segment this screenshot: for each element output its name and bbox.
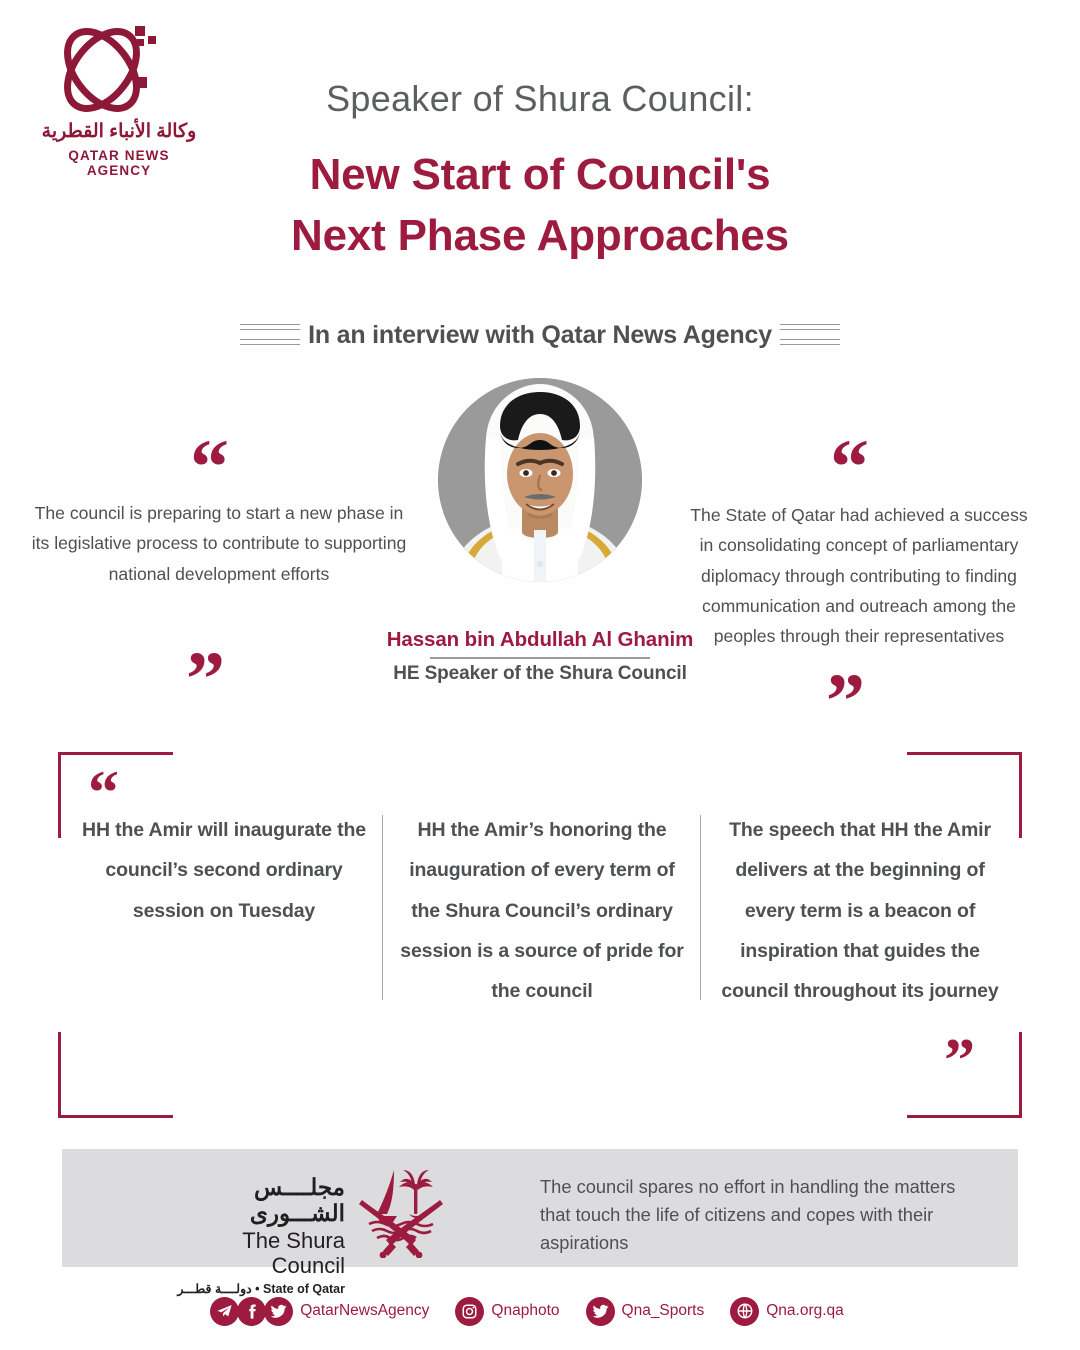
avatar [438, 378, 642, 582]
quote-block-right [684, 500, 1034, 651]
footer [0, 1140, 1080, 1350]
bracket-column-1-text: HH the Amir will inaugurate the council’s second ordinary session on Tuesday [82, 819, 366, 922]
person-name: Hassan bin Abdullah Al Ghanim [386, 628, 694, 651]
facebook-icon[interactable] [237, 1297, 266, 1326]
column-divider-2 [700, 815, 701, 1000]
shura-council-arabic-title: مجلــــس الشـــورى [249, 1174, 345, 1227]
qatar-emblem-icon [353, 1160, 449, 1258]
social-group-qnasports[interactable] [586, 1297, 731, 1326]
social-bar [0, 1286, 1080, 1336]
bracket-corner-bottom-left [58, 1032, 173, 1118]
subtitle-text: In an interview with Qatar News Agency [300, 321, 780, 349]
quote-open-icon-bracket: “ [88, 759, 119, 827]
quote-close-icon-left: ” [186, 635, 225, 722]
eyebrow-text: Speaker of Shura Council: [326, 78, 754, 119]
subtitle-text-row [0, 321, 1080, 350]
footer-quote-box [494, 1149, 1018, 1267]
qna-logo-arabic: وكالة الأنباء القطرية [41, 121, 197, 142]
quote-block-left [24, 498, 414, 589]
subtitle-banner [0, 313, 1080, 355]
bracket-column-3-text: The speech that HH the Amir delivers at the beginning of every term is a beacon of inspiration that guides the council throughout its journey [721, 819, 999, 1003]
qna-logo-english: QATAR NEWS AGENCY [68, 148, 170, 178]
quote-close-icon-bracket: ” [944, 1027, 975, 1095]
globe-icon[interactable] [730, 1297, 759, 1326]
social-group-qatarnewsagency[interactable] [210, 1297, 455, 1326]
person-title: HE Speaker of the Shura Council [393, 663, 687, 684]
telegram-icon[interactable] [210, 1297, 239, 1326]
bracket-quote-section [0, 740, 1080, 1130]
instagram-icon[interactable] [455, 1297, 484, 1326]
bracket-column-3 [712, 810, 1008, 1012]
column-divider-1 [382, 815, 383, 1000]
page-title [130, 145, 950, 266]
bracket-column-2-text: HH the Amir’s honoring the inauguration of every term of the Shura Council’s ordinary session is a source of pride for the council [400, 819, 684, 1003]
quote-open-icon-left: “ [190, 423, 229, 510]
twitter-icon[interactable] [264, 1297, 293, 1326]
quote-right-text: The State of Qatar had achieved a success in consolidating concept of parliamentary diplomacy through contributing to finding communication and outreach among the peoples through their representatives [690, 505, 1028, 646]
quote-close-icon-right: ” [826, 657, 865, 744]
quote-left-text: The council is preparing to start a new phase in its legislative process to contribute to supporting national development efforts [31, 503, 407, 584]
social-bar-inner [0, 1286, 1080, 1336]
headline-line-1: New Start of Council's [309, 150, 771, 199]
footer-quote-text: The council spares no effort in handling the matters that touch the life of citizens and copes with their aspirations [540, 1176, 956, 1254]
headline-line-2: Next Phase Approaches [291, 210, 789, 260]
avatar-circle [438, 378, 642, 582]
social-label-qnaphoto[interactable]: Qnaphoto [491, 1302, 560, 1319]
quote-open-icon-right: “ [830, 423, 869, 510]
shura-council-wordmark [165, 1174, 345, 1296]
header [0, 0, 1080, 349]
shura-council-logo [165, 1158, 445, 1297]
shura-council-subtitle: State of Qatar • دولــــة قطـــر [177, 1282, 345, 1297]
social-label-website[interactable]: Qna.org.qa [766, 1302, 844, 1319]
social-label-qnasports[interactable]: Qna_Sports [621, 1302, 705, 1319]
twitter-icon[interactable] [586, 1297, 615, 1326]
social-label-qatarnewsagency[interactable]: QatarNewsAgency [300, 1302, 430, 1319]
social-group-qnaphoto[interactable] [455, 1297, 585, 1326]
bracket-column-1 [80, 810, 368, 931]
social-group-website[interactable] [730, 1297, 870, 1326]
bracket-column-2 [396, 810, 688, 1012]
shura-council-english-title: The Shura Council [242, 1227, 345, 1279]
name-divider [430, 657, 650, 659]
